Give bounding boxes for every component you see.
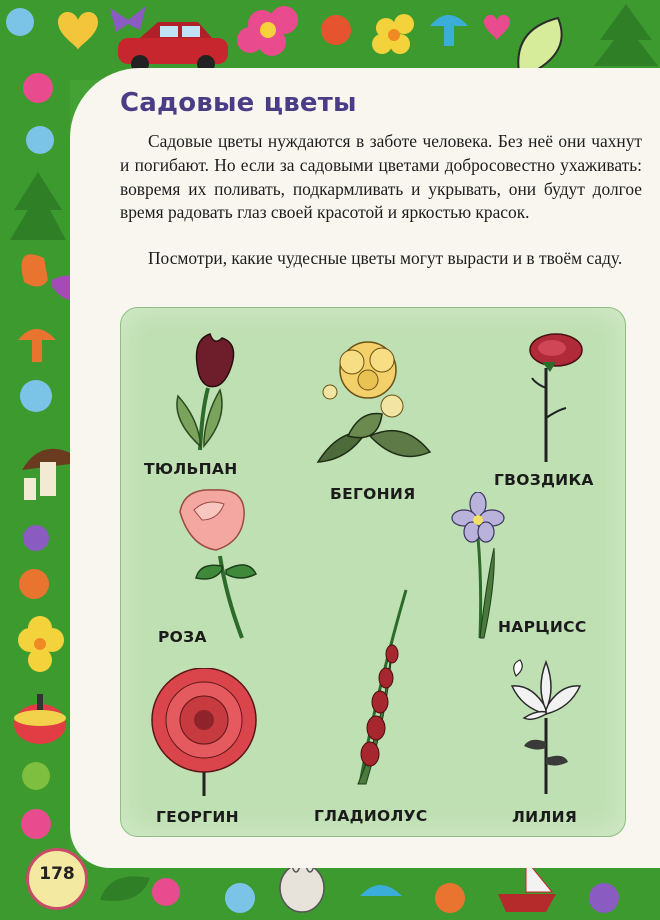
mushroom-icon: [360, 885, 402, 896]
flower-icon: [18, 616, 64, 672]
page-number: 178: [39, 864, 75, 884]
tree-icon: [10, 172, 66, 240]
leaf-icon: [100, 876, 150, 901]
tulip-illustration: [162, 330, 252, 454]
narcissus-label: НАРЦИСС: [498, 618, 587, 636]
rose-illustration: [170, 486, 260, 642]
butterfly-icon: [110, 6, 146, 32]
flower-icon: [23, 73, 53, 103]
look-paragraph: Посмотри, какие чудесные цветы могут вырасти и в твоём саду.: [148, 248, 623, 268]
flower-icon: [20, 380, 52, 412]
apple-icon: [321, 15, 351, 45]
carnation-label: ГВОЗДИКА: [494, 471, 594, 489]
flower-icon: [23, 525, 49, 551]
mushroom-icon: [18, 329, 56, 362]
flower-icon: [6, 8, 34, 36]
lily-illustration: [506, 658, 586, 798]
intro-paragraph: Садовые цветы нуждаются в заботе человека. Без неё они чахнут и погибают. Но если за садовыми цветами добросовестно ухаживать: вовремя их поливать, подкармливать и укрывать, они будут долгое время радовать глаз своей красотой и яркостью красок.: [120, 131, 642, 223]
gladiolus-label: ГЛАДИОЛУС: [314, 807, 428, 825]
gladiolus-illustration: [346, 584, 416, 794]
lily-label: ЛИЛИЯ: [512, 808, 578, 826]
flower-icon: [372, 14, 414, 54]
page-title: Садовые цветы: [120, 88, 357, 118]
begonia-illustration: [308, 340, 436, 476]
car-icon: [118, 22, 228, 73]
mushroom-icon: [430, 15, 468, 46]
flower-icon: [26, 126, 54, 154]
heart-icon: [484, 15, 510, 40]
spinning-top-icon: [14, 694, 66, 744]
tulip-label: ТЮЛЬПАН: [144, 460, 238, 478]
rose-label: РОЗА: [158, 628, 207, 646]
dahlia-label: ГЕОРГИН: [156, 808, 239, 826]
flower-icon: [435, 883, 465, 913]
apple-icon: [22, 762, 50, 790]
flower-icon: [19, 569, 49, 599]
heart-icon: [58, 12, 98, 50]
flower-icon: [225, 883, 255, 913]
flower-icon: [589, 883, 619, 913]
flower-icon: [237, 6, 298, 56]
dahlia-illustration: [146, 668, 260, 798]
begonia-label: БЕГОНИЯ: [330, 485, 416, 503]
flower-icon: [21, 809, 51, 839]
flower-icon: [152, 878, 180, 906]
carnation-illustration: [512, 328, 586, 466]
tree-icon: [594, 4, 658, 66]
